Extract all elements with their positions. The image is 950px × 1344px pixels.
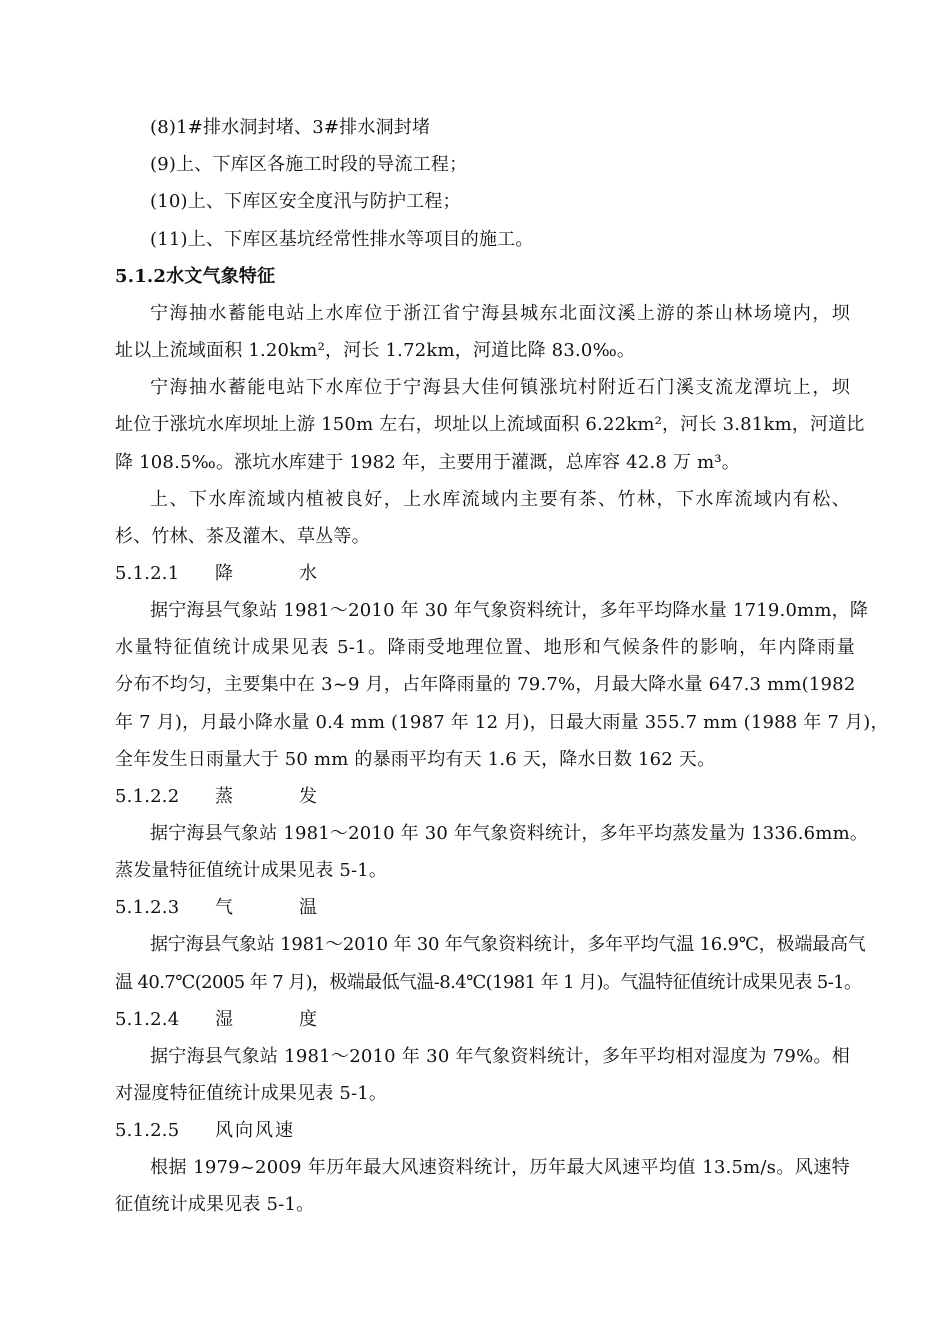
subsection-number: 5.1.2.3 bbox=[115, 897, 180, 918]
subsection-heading-temperature bbox=[115, 896, 855, 920]
paragraph-line: 征值统计成果见表 5-1。 bbox=[115, 1194, 315, 1215]
section-heading: 5.1.2水文气象特征 bbox=[115, 266, 276, 287]
paragraph-line: 全年发生日雨量大于 50 mm 的暴雨平均有天 1.6 天，降水日数 162 天。 bbox=[115, 749, 716, 770]
subsection-title: 气 温 bbox=[215, 897, 341, 918]
paragraph-line: 据宁海县气象站 1981～2010 年 30 年气象资料统计，多年平均气温 16.9℃，极端最高气 bbox=[150, 934, 866, 955]
list-item: (9)上、下库区各施工时段的导流工程； bbox=[150, 154, 468, 175]
subsection-number: 5.1.2.4 bbox=[115, 1009, 180, 1030]
subsection-heading-evaporation bbox=[115, 785, 855, 809]
subsection-heading-precipitation bbox=[115, 562, 855, 586]
paragraph-line: 据宁海县气象站 1981～2010 年 30 年气象资料统计，多年平均降水量 1719.0mm，降 bbox=[150, 600, 869, 621]
list-item: (10)上、下库区安全度汛与防护工程； bbox=[150, 191, 461, 212]
paragraph-line: 址以上流域面积 1.20km²，河长 1.72km，河道比降 83.0‰。 bbox=[115, 340, 636, 361]
paragraph-line: 降 108.5‰。涨坑水库建于 1982 年，主要用于灌溉，总库容 42.8 万 m³。 bbox=[115, 452, 740, 473]
subsection-title: 湿 度 bbox=[215, 1009, 341, 1030]
subsection-number: 5.1.2.5 bbox=[115, 1120, 180, 1141]
paragraph-line: 宁海抽水蓄能电站下水库位于宁海县大佳何镇涨坑村附近石门溪支流龙潭坑上，坝 bbox=[150, 377, 850, 398]
paragraph-line: 年 7 月)，月最小降水量 0.4 mm (1987 年 12 月)，日最大雨量 355.7 mm (1988 年 7 月)， bbox=[115, 712, 889, 733]
subsection-title: 风向风速 bbox=[215, 1120, 295, 1141]
paragraph-line: 分布不均匀，主要集中在 3~9 月，占年降雨量的 79.7%，月最大降水量 647.3 mm(1982 bbox=[115, 674, 856, 695]
paragraph-line: 根据 1979~2009 年历年最大风速资料统计，历年最大风速平均值 13.5m/s。风速特 bbox=[150, 1157, 850, 1178]
subsection-number: 5.1.2.2 bbox=[115, 786, 180, 807]
paragraph-line: 宁海抽水蓄能电站上水库位于浙江省宁海县城东北面汶溪上游的茶山林场境内，坝 bbox=[150, 303, 850, 324]
subsection-heading-humidity bbox=[115, 1008, 855, 1032]
paragraph-line: 对湿度特征值统计成果见表 5-1。 bbox=[115, 1083, 388, 1104]
paragraph-line: 温 40.7℃(2005 年 7 月)，极端最低气温-8.4℃(1981 年 1 月)。气温特征值统计成果见表 5-1。 bbox=[115, 972, 862, 993]
subsection-number: 5.1.2.1 bbox=[115, 563, 180, 584]
list-item: (11)上、下库区基坑经常性排水等项目的施工。 bbox=[150, 229, 534, 250]
list-item: (8)1#排水洞封堵、3#排水洞封堵 bbox=[150, 117, 431, 138]
subsection-title: 降 水 bbox=[215, 563, 341, 584]
paragraph-line: 据宁海县气象站 1981～2010 年 30 年气象资料统计，多年平均蒸发量为 1336.6mm。 bbox=[150, 823, 869, 844]
subsection-title: 蒸 发 bbox=[215, 786, 341, 807]
subsection-heading-wind bbox=[115, 1119, 855, 1143]
paragraph-line: 水量特征值统计成果见表 5-1。降雨受地理位置、地形和气候条件的影响，年内降雨量 bbox=[115, 637, 855, 658]
paragraph-line: 蒸发量特征值统计成果见表 5-1。 bbox=[115, 860, 388, 881]
paragraph-line: 上、下水库流域内植被良好，上水库流域内主要有茶、竹林，下水库流域内有松、 bbox=[150, 489, 850, 510]
paragraph-line: 据宁海县气象站 1981～2010 年 30 年气象资料统计，多年平均相对湿度为 79%。相 bbox=[150, 1046, 850, 1067]
paragraph-line: 址位于涨坑水库坝址上游 150m 左右，坝址以上流域面积 6.22km²，河长 3.81km，河道比 bbox=[115, 414, 865, 435]
paragraph-line: 杉、竹林、茶及灌木、草丛等。 bbox=[115, 526, 370, 547]
